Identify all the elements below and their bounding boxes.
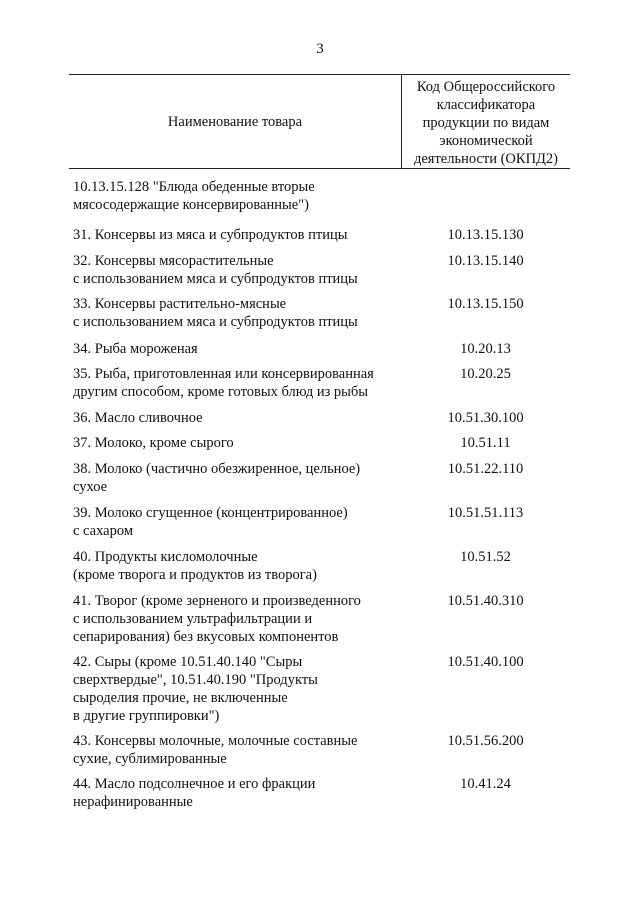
table-row [69, 460, 570, 496]
okpd2-code-cell: 10.51.22.110 [447, 461, 524, 477]
table-header [69, 74, 570, 169]
product-name-cell: 44. Масло подсолнечное и его фракции нерафинированные [73, 776, 316, 810]
okpd2-code-cell: 10.13.15.130 [447, 227, 524, 243]
product-name-cell: 38. Молоко (частично обезжиренное, цельное) сухое [73, 461, 361, 495]
table-row [69, 592, 570, 646]
okpd2-code-cell: 10.51.30.100 [447, 410, 524, 426]
table-row [69, 252, 570, 288]
table-row [69, 178, 570, 214]
table-row [69, 732, 570, 768]
okpd2-code-cell: 10.51.56.200 [447, 733, 524, 749]
product-name-cell: 42. Сыры (кроме 10.51.40.140 "Сыры сверхтвердые", 10.51.40.190 "Продукты сыроделия прочие, не включенные в другие группировки") [73, 654, 318, 724]
product-name-cell: 34. Рыба мороженая [73, 341, 198, 357]
okpd2-code-cell: 10.51.40.310 [447, 593, 524, 609]
okpd2-code-cell: 10.13.15.140 [447, 253, 524, 269]
okpd2-code-cell: 10.51.51.113 [447, 505, 524, 521]
product-name-cell: 37. Молоко, кроме сырого [73, 435, 234, 451]
table-row [69, 504, 570, 540]
product-code-table [69, 74, 570, 810]
okpd2-code-cell: 10.51.52 [460, 549, 511, 565]
product-name-cell: 31. Консервы из мяса и субпродуктов птицы [73, 227, 348, 243]
product-name-cell: 40. Продукты кисломолочные (кроме творога и продуктов из творога) [73, 549, 317, 583]
okpd2-code-cell: 10.20.13 [460, 341, 511, 357]
okpd2-code-cell [401, 178, 570, 214]
product-name-cell: 10.13.15.128 "Блюда обеденные вторые мясосодержащие консервированные") [73, 179, 315, 213]
table-row [69, 434, 570, 452]
product-name-cell: 41. Творог (кроме зерненого и произведенного с использованием ультрафильтрации и сепарирования) без вкусовых компонентов [73, 593, 361, 645]
table-row [69, 226, 570, 244]
header-okpd2-code: Код Общероссийского классификатора продукции по видам экономической деятельности (ОКПД2) [401, 75, 570, 168]
product-name-cell: 43. Консервы молочные, молочные составные сухие, сублимированные [73, 733, 358, 767]
product-name-cell: 35. Рыба, приготовленная или консервированная другим способом, кроме готовых блюд из рыбы [73, 366, 374, 400]
okpd2-code-cell: 10.41.24 [460, 776, 511, 792]
table-row [69, 340, 570, 358]
okpd2-code-cell: 10.13.15.150 [447, 296, 524, 312]
table-row [69, 295, 570, 331]
table-row [69, 775, 570, 811]
product-name-cell: 39. Молоко сгущенное (концентрированное) с сахаром [73, 505, 348, 539]
okpd2-code-cell: 10.51.40.100 [447, 654, 524, 670]
okpd2-code-cell: 10.51.11 [460, 435, 511, 451]
page-number: 3 [316, 41, 324, 57]
table-row [69, 548, 570, 584]
okpd2-code-cell: 10.20.25 [460, 366, 511, 382]
table-row [69, 409, 570, 427]
product-name-cell: 33. Консервы растительно-мясные с использованием мяса и субпродуктов птицы [73, 296, 358, 330]
table-row [69, 653, 570, 725]
product-name-cell: 32. Консервы мясорастительные с использованием мяса и субпродуктов птицы [73, 253, 358, 287]
header-product-name: Наименование товара [167, 114, 303, 130]
table-row [69, 365, 570, 401]
product-name-cell: 36. Масло сливочное [73, 410, 203, 426]
